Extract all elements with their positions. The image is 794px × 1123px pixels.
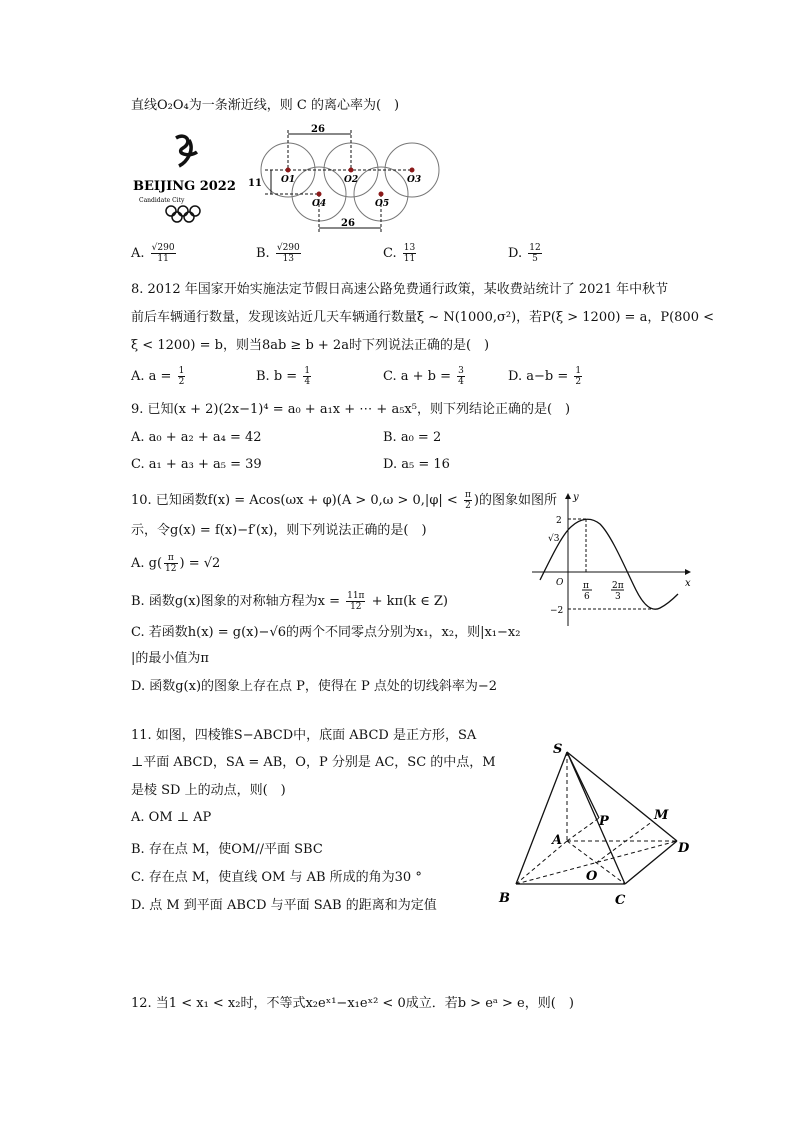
q7-option-d: D. $\frac{12}{5}$	[508, 243, 541, 264]
x-tick-2pi-3	[611, 581, 624, 602]
q11-pyramid-figure	[495, 737, 695, 909]
vertex-d: D	[678, 841, 690, 856]
q10-line2: 示，令g(x) = f(x)−f′(x)，则下列说法正确的是( )	[131, 523, 427, 538]
q10-option-a: A. g( $\frac{\pi}{12}$ ) = √2	[131, 553, 221, 574]
point-p: P	[599, 814, 609, 829]
label-o4: O4	[312, 199, 327, 209]
q8-line2: 前后车辆通行数量，发现该站近几天车辆通行数量ξ ~ N(1000,σ²)，若P(ξ > 1200) = a，P(800 <	[131, 310, 714, 325]
q10-option-b: B. 函数g(x)图象的对称轴方程为x = $\frac{11\pi}{12}$ + kπ(k ∈ Z)	[131, 591, 449, 612]
vertex-b: B	[499, 891, 510, 906]
beijing-logo	[133, 136, 236, 222]
q8-option-b: B. b = $\frac{1}{4}$	[256, 366, 311, 387]
q8-line3: ξ < 1200) = b，则当8ab ≥ b + 2a时下列说法正确的是( )	[131, 338, 490, 353]
y-axis-label: y	[573, 492, 579, 503]
q10-graph	[528, 488, 696, 630]
point-o: O	[586, 869, 598, 884]
q10-option-c-line1: C. 若函数h(x) = g(x)−√6的两个不同零点分别为x₁，x₂，则|x₁−x₂	[131, 625, 521, 640]
q9-option-c: C. a₁ + a₃ + a₅ = 39	[131, 457, 262, 472]
q11-option-d: D. 点 M 到平面 ABCD 与平面 SAB 的距离和为定值	[131, 898, 437, 913]
svg-text:6: 6	[584, 592, 590, 602]
x-axis-label: x	[685, 578, 691, 589]
logo-text: BEIJING 2022	[133, 179, 236, 194]
point-m: M	[654, 808, 669, 823]
origin-label: O	[556, 578, 564, 588]
q10-line1: 10. 已知函数f(x) = Acos(ωx + φ)(A > 0,ω > 0,|φ| < $\frac{\pi}{2}$ )的图象如图所	[131, 490, 557, 511]
q8-option-d: D. a−b = $\frac{1}{2}$	[508, 366, 582, 387]
y-tick-sqrt3: √3	[548, 534, 560, 544]
vertex-s: S	[553, 742, 563, 757]
dim-top: 26	[311, 124, 325, 135]
q7-option-b: B. $\frac{√290}{13}$	[256, 243, 300, 264]
q12-stem: 12. 当1 < x₁ < x₂时，不等式x₂eˣ¹−x₁eˣ² < 0成立．若b > eᵃ > e，则( )	[131, 996, 574, 1011]
q7-figure	[131, 122, 451, 240]
dim-bottom: 26	[341, 218, 355, 229]
svg-text:π: π	[583, 581, 589, 591]
vertex-c: C	[615, 893, 626, 908]
q11-line1: 11. 如图，四棱锥S−ABCD中，底面 ABCD 是正方形，SA	[131, 728, 477, 743]
label-o3: O3	[407, 175, 422, 185]
q10-option-c-line2: |的最小值为π	[131, 651, 209, 666]
q8-option-a: A. a = $\frac{1}{2}$	[131, 366, 185, 387]
q9-stem: 9. 已知(x + 2)(2x−1)⁴ = a₀ + a₁x + ⋯ + a₅x⁵，则下列结论正确的是( )	[131, 402, 571, 417]
logo-subtext: Candidate City	[139, 197, 185, 204]
q10-option-d: D. 函数g(x)的图象上存在点 P，使得在 P 点处的切线斜率为−2	[131, 679, 498, 694]
label-o1: O1	[281, 175, 296, 185]
svg-text:3: 3	[615, 592, 621, 602]
q11-line2: ⊥平面 ABCD，SA = AB，O，P 分别是 AC，SC 的中点，M	[131, 755, 496, 770]
q11-option-c: C. 存在点 M，使直线 OM 与 AB 所成的角为30 °	[131, 870, 422, 885]
q9-option-d: D. a₅ = 16	[383, 457, 450, 472]
cosine-curve	[540, 519, 678, 609]
x-tick-pi-6	[582, 581, 592, 602]
q9-option-b: B. a₀ = 2	[383, 430, 442, 445]
q7-stem: 直线O₂O₄为一条渐近线，则 C 的离心率为( )	[131, 98, 400, 113]
label-o5: O5	[375, 199, 390, 209]
y-tick-neg2: −2	[550, 606, 564, 616]
q11-option-b: B. 存在点 M，使OM//平面 SBC	[131, 842, 323, 857]
vertex-a: A	[552, 833, 563, 848]
q11-option-a: A. OM ⊥ AP	[131, 810, 212, 825]
q9-option-a: A. a₀ + a₂ + a₄ = 42	[131, 430, 262, 445]
label-o2: O2	[344, 175, 359, 185]
dim-left: 11	[248, 178, 262, 189]
q7-option-c: C. $\frac{13}{11}$	[383, 243, 416, 264]
q7-option-a: A. $\frac{√290}{11}$	[131, 243, 175, 264]
q8-option-c: C. a + b = $\frac{3}{4}$	[383, 366, 464, 387]
q8-line1: 8. 2012 年国家开始实施法定节假日高速公路免费通行政策，某收费站统计了 2021 年中秋节	[131, 282, 669, 297]
q11-line3: 是棱 SD 上的动点，则( )	[131, 783, 286, 798]
svg-text:2π: 2π	[612, 581, 624, 591]
y-tick-2: 2	[556, 516, 562, 526]
